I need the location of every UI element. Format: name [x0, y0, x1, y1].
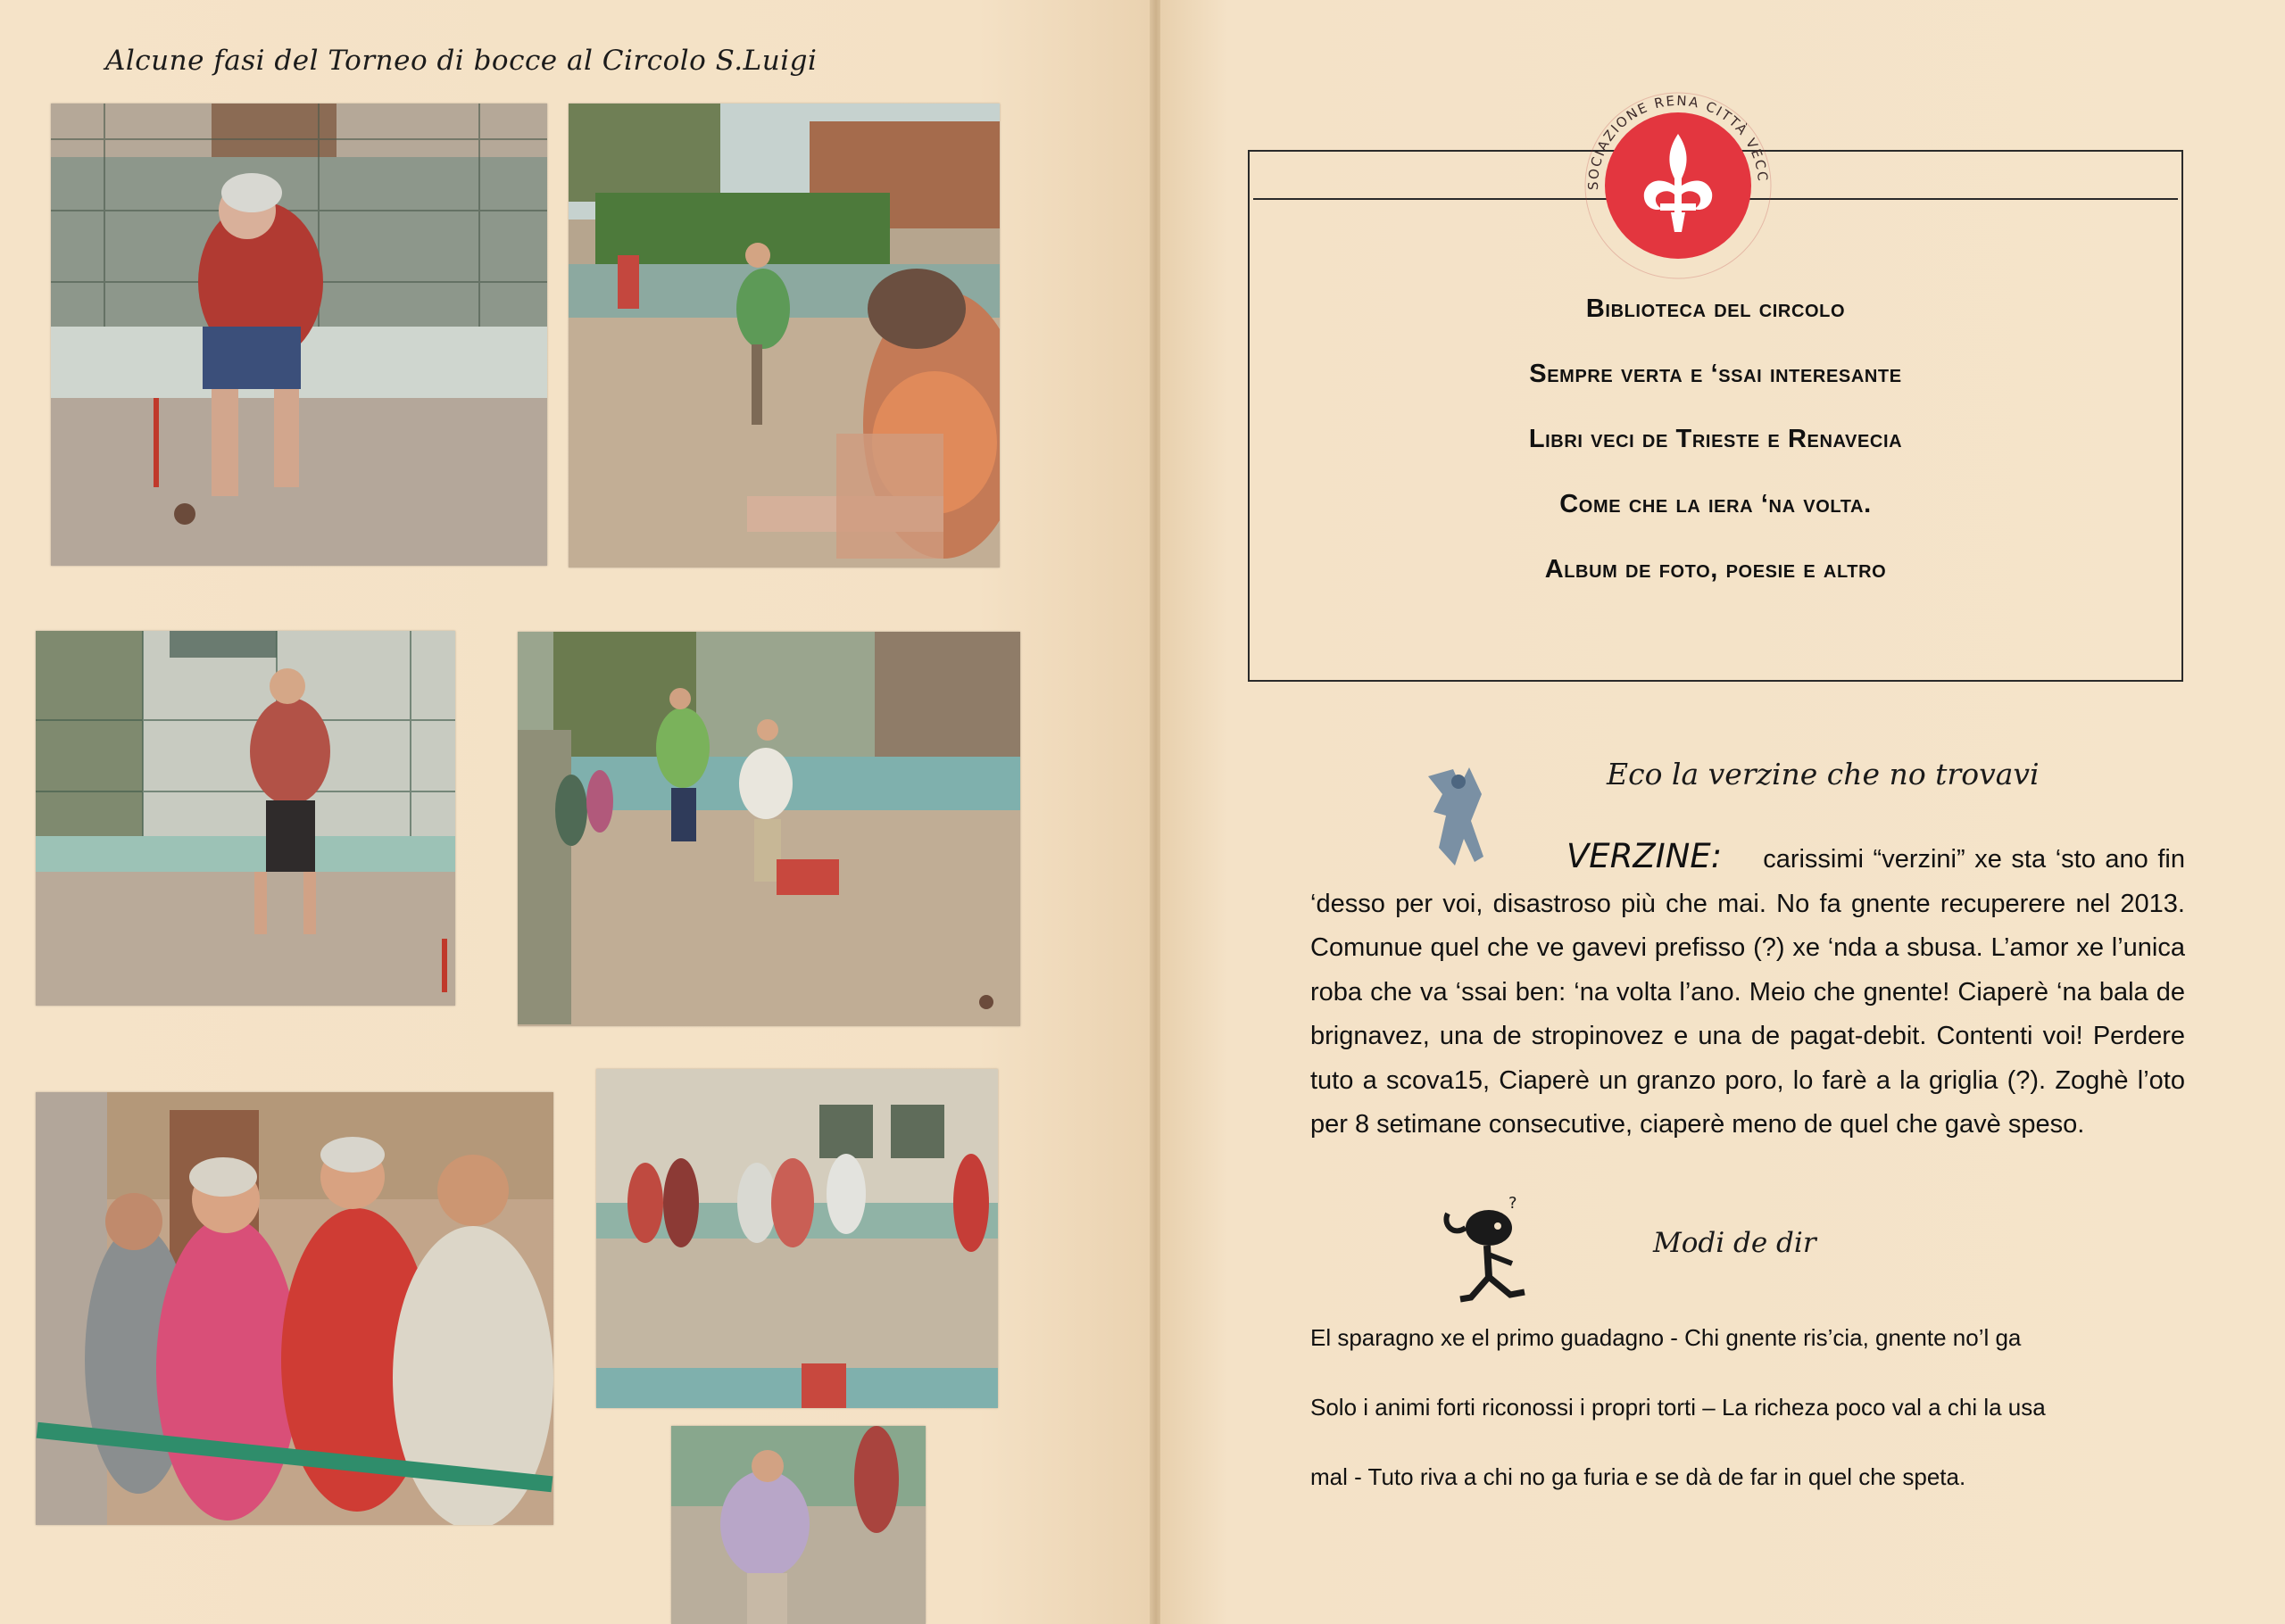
photo-woman-floral-top — [36, 631, 455, 1006]
sayings-list — [1310, 1303, 2203, 1512]
saying-line-2: Solo i animi forti riconossi i propri torti – La richeza poco val a chi la usa — [1310, 1394, 2046, 1421]
logo-ring-text: SOCIAZIONE RENA CITTÀ VECC — [1584, 92, 1772, 191]
photo-four-men-posing — [36, 1092, 553, 1525]
photo-woman-bowling — [671, 1426, 926, 1624]
library-line-1: Biblioteca del circolo — [1585, 294, 1846, 323]
library-line-2: Sempre verta e ‘ssai interesante — [1529, 360, 1902, 388]
saying-line-3: mal - Tuto riva a chi no ga furia e se dà de far in quel che speta. — [1310, 1463, 1966, 1490]
library-line-5: Album de foto, poesie e altro — [1544, 555, 1887, 584]
saying-line-1: El sparagno xe el primo guadagno - Chi gnente ris’cia, gnente no’l ga — [1310, 1324, 2022, 1351]
library-line-3: Libri veci de Trieste e Renavecia — [1528, 425, 1903, 453]
thinking-figure-icon — [1435, 1192, 1542, 1308]
verzine-title: Eco la verzine che no trovavi — [1607, 757, 2040, 791]
photo-page-caption: Alcune fasi del Torneo di bocce al Circolo S.Luigi — [105, 45, 818, 77]
photo-court-spectators — [569, 104, 1000, 568]
photo-players-on-court — [518, 632, 1020, 1026]
library-line-4: Come che la iera ‘na volta. — [1559, 490, 1872, 518]
svg-text:?: ? — [1508, 1194, 1517, 1213]
association-logo — [1571, 79, 1785, 293]
photo-group-by-fence — [596, 1069, 998, 1408]
verzine-body: carissimi “verzini” xe sta ‘sto ano fin ‘desso per voi, disastroso più che mai. No fa gnente recuperere nel 2013. Comunue quel che ve gavevi prefisso (?) xe ‘nda a sbusa. L’amor xe l’unica roba che va ‘ssai ben: ‘na volta l’ano. Meio che gnente! Ciaperè ‘na bala de brignavez, una de stropinovez e una de pagat-debit. Contenti voi! Perdere tuto a scova15, Ciaperè un granzo poro, lo farè a la griglia (?). Zoghè l’oto per 8 setimane consecutive, ciaperè meno de quel che gavè speso. — [1310, 845, 2185, 1139]
modi-de-dir-title: Modi de dir — [1653, 1227, 1816, 1259]
photo-bowler-red-shirt — [51, 104, 547, 566]
verzine-label: VERZINE: — [1566, 837, 1723, 875]
verzine-horoscope — [1310, 834, 2185, 1148]
